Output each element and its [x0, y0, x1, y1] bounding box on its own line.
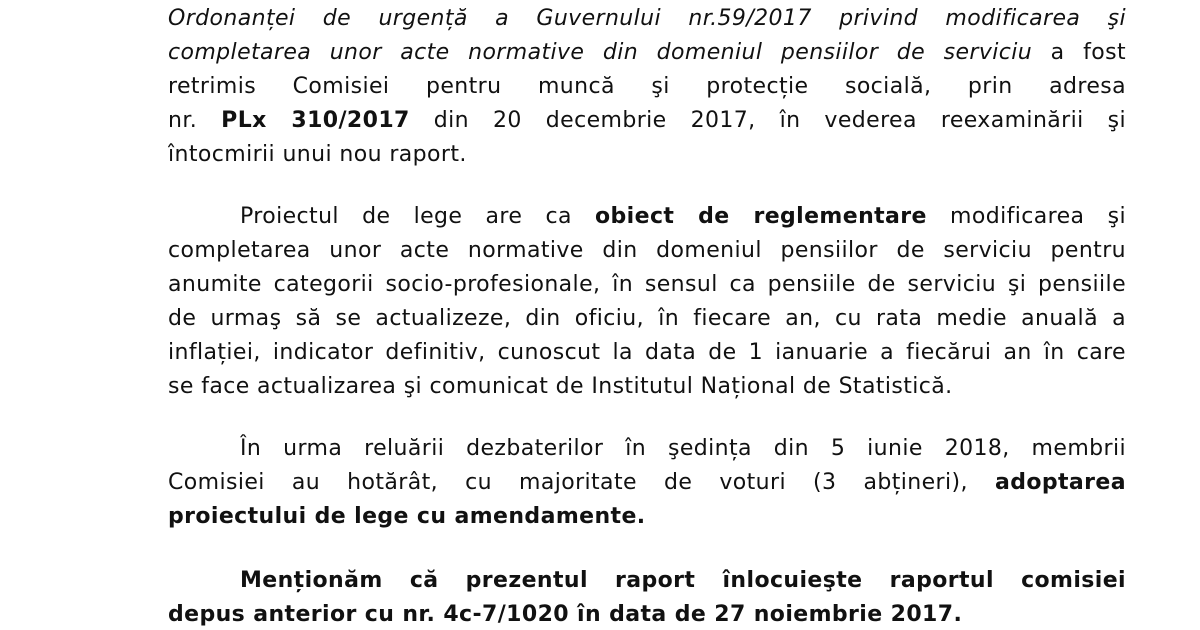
paragraph-3-line-1 [240, 432, 1126, 466]
paragraph-1-line-4 [168, 104, 1126, 138]
adoption-emphasis-cont: proiectului de lege cu amendamente. [168, 504, 646, 529]
paragraph-1-line-5 [168, 138, 1126, 172]
paragraph-2-text: completarea unor acte normative din domeniul pensiilor de serviciu pentru [168, 238, 1126, 263]
paragraph-2-text: Proiectul de lege are ca [240, 204, 596, 229]
paragraph-1-text: nr. [168, 108, 222, 133]
paragraph-2-text: modificarea şi [926, 204, 1126, 229]
ordinance-title-text-cont: completarea unor acte normative din domeniul pensiilor de serviciu [168, 40, 1033, 65]
paragraph-2-text: de urmaş să se actualizeze, din oficiu, în fiecare an, cu rata medie anuală a [168, 306, 1126, 331]
paragraph-4-line-1 [240, 564, 1126, 598]
paragraph-1-text: din 20 decembrie 2017, în vederea reexaminării şi [409, 108, 1126, 133]
paragraph-1-text: retrimis Comisiei pentru muncă şi protecție socială, prin adresa [168, 74, 1126, 99]
paragraph-1-text: a fost [1032, 40, 1126, 65]
regulation-object-emphasis: obiect de reglementare [595, 204, 927, 229]
paragraph-2-line-3 [168, 268, 1126, 302]
paragraph-2-line-2 [168, 234, 1126, 268]
paragraph-3-line-3 [168, 500, 1126, 534]
paragraph-1-line-2 [168, 36, 1126, 70]
paragraph-2-text: anumite categorii socio-profesionale, în sensul ca pensiile de serviciu şi pensiile [168, 272, 1126, 297]
paragraph-1-line-3 [168, 70, 1126, 104]
paragraph-1-line-1 [168, 2, 1126, 36]
paragraph-2-line-6 [168, 370, 1126, 404]
paragraph-2-line-5 [168, 336, 1126, 370]
paragraph-2-text: se face actualizarea şi comunicat de Institutul Național de Statistică. [168, 374, 953, 399]
ordinance-title-text: Ordonanței de urgență a Guvernului nr.59/2017 privind modificarea şi [168, 6, 1126, 31]
paragraph-3-line-2 [168, 466, 1126, 500]
adoption-emphasis: adoptarea [994, 470, 1126, 495]
paragraph-2-line-1 [240, 200, 1126, 234]
replacement-note-text: Menționăm că prezentul raport înlocuieşte raportul comisiei [240, 568, 1126, 593]
paragraph-3-text: Comisiei au hotărât, cu majoritate de voturi (3 abțineri), [168, 470, 995, 495]
paragraph-4-line-2 [168, 598, 1126, 630]
paragraph-2-text: inflației, indicator definitiv, cunoscut la data de 1 ianuarie a fiecărui an în care [168, 340, 1126, 365]
paragraph-1-text: întocmirii unui nou raport. [168, 142, 467, 167]
replacement-note-text: depus anterior cu nr. 4c-7/1020 în data de 27 noiembrie 2017. [168, 602, 963, 627]
plx-reference: PLx 310/2017 [221, 108, 410, 133]
paragraph-3-text: În urma reluării dezbaterilor în şedința din 5 iunie 2018, membrii [240, 436, 1126, 461]
paragraph-2-line-4 [168, 302, 1126, 336]
